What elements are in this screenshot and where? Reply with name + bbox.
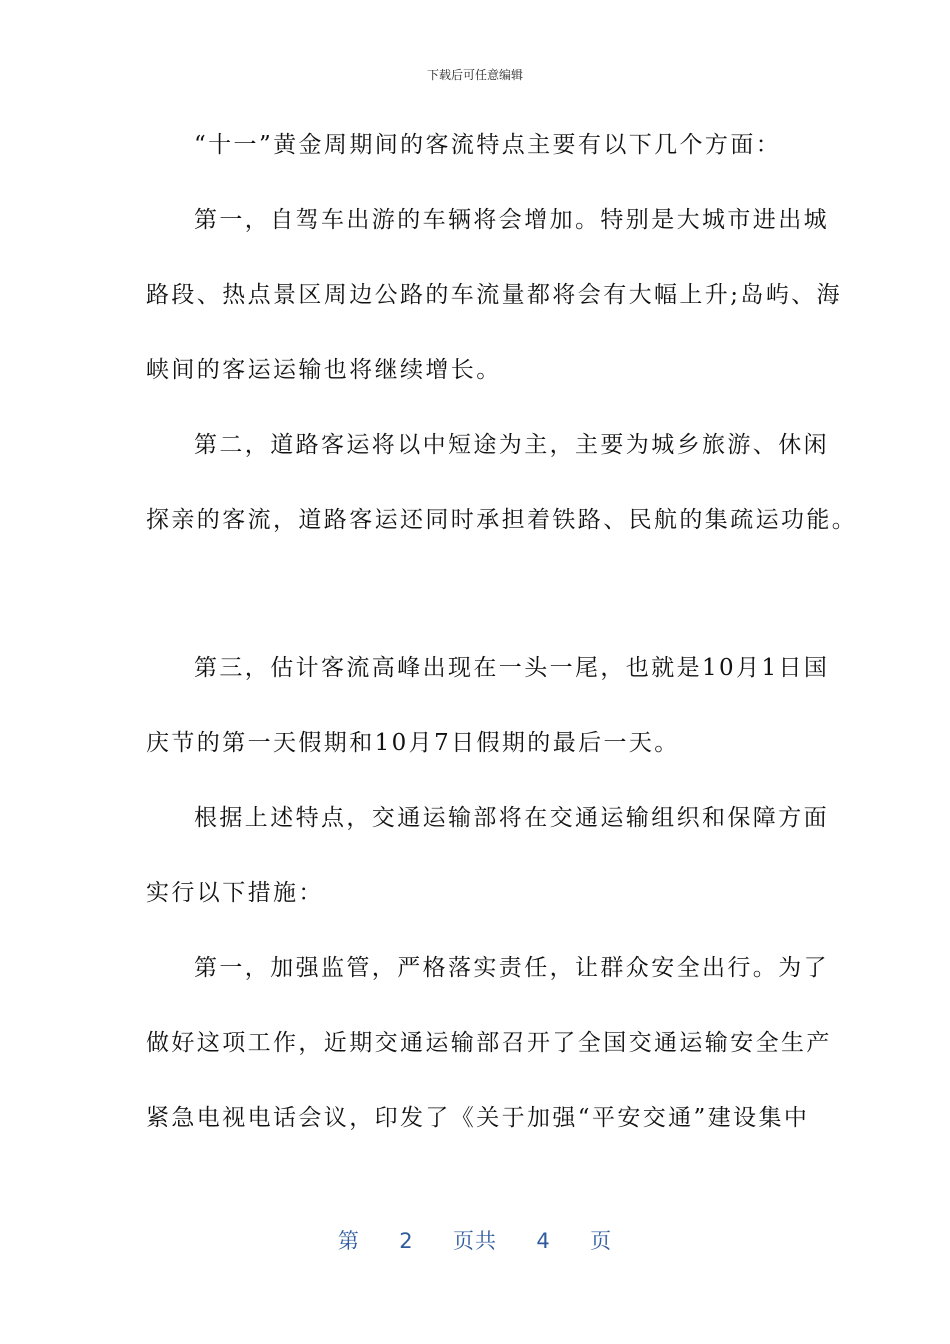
paragraph-line: 第一，自驾车出游的车辆将会增加。特别是大城市进出城 [194, 207, 829, 233]
page-footer [0, 1225, 950, 1255]
footer-total-pages: 4 [536, 1229, 551, 1253]
paragraph-line: 第二，道路客运将以中短途为主，主要为城乡旅游、休闲 [194, 432, 829, 458]
paragraph-line: 路段、热点景区周边公路的车流量都将会有大幅上升;岛屿、海 [146, 282, 842, 308]
paragraph-line: 第三，估计客流高峰出现在一头一尾，也就是10月1日国 [194, 655, 830, 681]
footer-current-page: 2 [399, 1229, 414, 1253]
paragraph-line: “十一”黄金周期间的客流特点主要有以下几个方面： [194, 132, 782, 158]
footer-prefix: 第 [337, 1229, 360, 1253]
paragraph-line: 紧急电视电话会议，印发了《关于加强“平安交通”建设集中 [146, 1105, 810, 1131]
paragraph-line: 做好这项工作，近期交通运输部召开了全国交通运输安全生产 [146, 1030, 832, 1056]
paragraph-line: 根据上述特点，交通运输部将在交通运输组织和保障方面 [194, 805, 829, 831]
footer-middle: 页共 [453, 1229, 497, 1253]
footer-suffix: 页 [590, 1229, 613, 1253]
paragraph-line: 探亲的客流，道路客运还同时承担着铁路、民航的集疏运功能。 [146, 507, 858, 533]
paragraph-line: 峡间的客运运输也将继续增长。 [146, 357, 502, 383]
header-note: 下载后可任意编辑 [426, 68, 523, 82]
paragraph-line: 第一，加强监管，严格落实责任，让群众安全出行。为了 [194, 955, 829, 981]
paragraph-line: 庆节的第一天假期和10月7日假期的最后一天。 [146, 730, 680, 756]
paragraph-line: 实行以下措施： [146, 880, 324, 906]
